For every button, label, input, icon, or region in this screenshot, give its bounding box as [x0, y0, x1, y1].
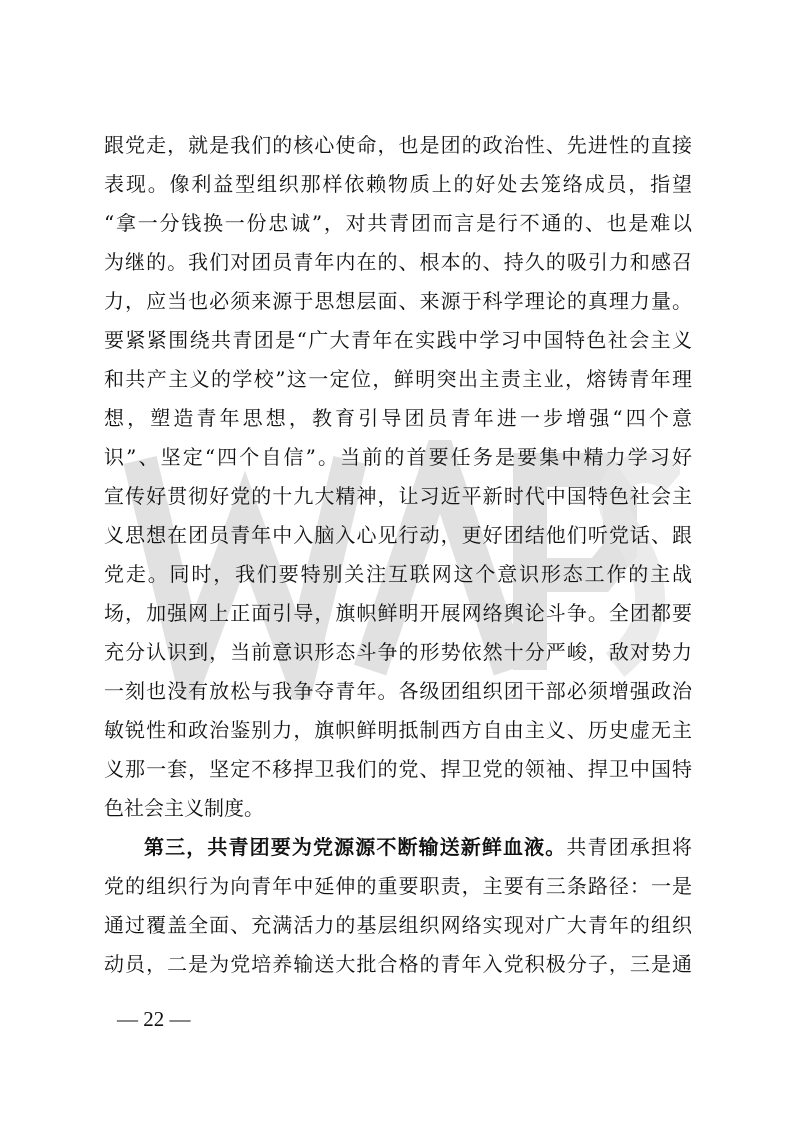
- page-number: — 22 —: [117, 1007, 191, 1031]
- text-line: 充分认识到，当前意识形态斗争的形势依然十分严峻，敌对势力: [104, 640, 692, 664]
- text-line: 宣传好贯彻好党的十九大精神，让习近平新时代中国特色社会主: [104, 484, 692, 508]
- body-text: [104, 126, 692, 984]
- text-line: 党的组织行为向青年中延伸的重要职责，主要有三条路径：一是: [104, 874, 692, 898]
- text-line: 敏锐性和政治鉴别力，旗帜鲜明抵制西方自由主义、历史虚无主: [104, 718, 692, 742]
- text-line: 色社会主义制度。: [104, 796, 264, 820]
- text-line: 场，加强网上正面引导，旗帜鲜明开展网络舆论斗争。全团都要: [104, 601, 692, 625]
- paragraph-lead-line: [104, 828, 692, 867]
- text-line: 要紧紧围绕共青团是“广大青年在实践中学习中国特色社会主义: [104, 328, 692, 352]
- text-line: 通过覆盖全面、充满活力的基层组织网络实现对广大青年的组织: [104, 913, 692, 937]
- text-line: 动员，二是为党培养输送大批合格的青年入党积极分子，三是通: [104, 952, 692, 976]
- text-line: 为继的。我们对团员青年内在的、根本的、持久的吸引力和感召: [104, 250, 692, 274]
- text-line: 力，应当也必须来源于思想层面、来源于科学理论的真理力量。: [104, 289, 692, 313]
- text-line: “拿一分钱换一份忠诚”，对共青团而言是行不通的、也是难以: [104, 211, 692, 235]
- section-heading-inline: 第三，共青团要为党源源不断输送新鲜血液。: [144, 835, 567, 859]
- text-line: 识”、坚定“四个自信”。当前的首要任务是要集中精力学习好: [104, 445, 692, 469]
- text-line: 义思想在团员青年中入脑入心见行动，更好团结他们听党话、跟: [104, 523, 692, 547]
- text-span: 共青团承担将: [566, 835, 692, 859]
- text-line: 和共产主义的学校”这一定位，鲜明突出主责主业，熔铸青年理: [104, 367, 692, 391]
- text-line: 党走。同时，我们要特别关注互联网这个意识形态工作的主战: [104, 562, 692, 586]
- text-line: 想，塑造青年思想，教育引导团员青年进一步增强“四个意: [104, 406, 692, 430]
- text-line: 表现。像利益型组织那样依赖物质上的好处去笼络成员，指望: [104, 172, 692, 196]
- text-line: 一刻也没有放松与我争夺青年。各级团组织团干部必须增强政治: [104, 679, 692, 703]
- text-line: 义那一套，坚定不移捍卫我们的党、捍卫党的领袖、捍卫中国特: [104, 757, 692, 781]
- text-line: 跟党走，就是我们的核心使命，也是团的政治性、先进性的直接: [104, 133, 692, 157]
